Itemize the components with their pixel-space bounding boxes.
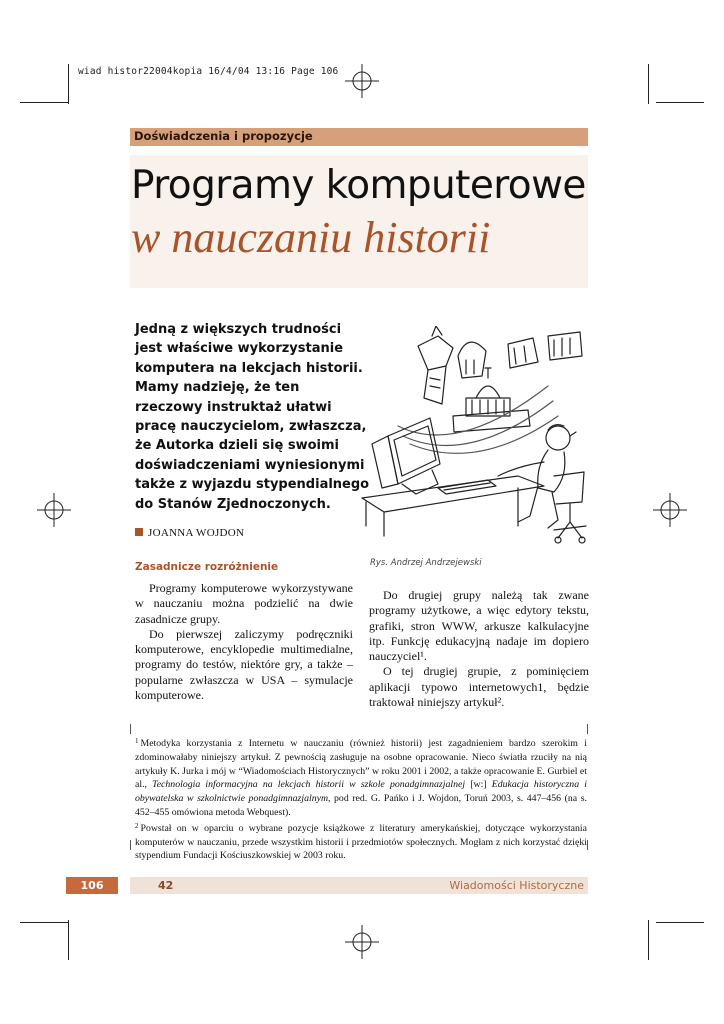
footnote-text: , pod red. G. Pańko i J. Wojdon, Toruń 2003, s. 447–456 (na s. 452–455 omówiona metoda Webquest). — [135, 793, 587, 818]
article-subtitle: w nauczaniu historii — [131, 213, 491, 262]
paragraph: O tej drugiej grupie, z pominięciem aplikacji typowo internetowych1, będzie traktował niniejszy artykuł². — [369, 664, 589, 710]
author-bullet — [135, 528, 143, 536]
journal-name: Wiadomości Historyczne — [449, 879, 584, 892]
author-line — [135, 527, 244, 539]
body-column-right — [369, 588, 589, 710]
section-label: Doświadczenia i propozycje — [134, 129, 313, 143]
footnote-text: Powstał on w oparciu o wybrane pozycje książkowe z literatury amerykańskiej, dotyczące wykorzystania komputerów w nauczaniu, przede wszystkim historii i przedmiotów społecznych. Mogłam z nich korzystać dzięki stypendium Fundacji Kościuszkowskiej w 2003 roku. — [135, 822, 587, 862]
footnote-mark: 1 — [135, 737, 139, 745]
footnote-title: Technologia informacyjna na lekcjach historii w szkole ponadgimnazjalnej — [152, 779, 466, 791]
section-subheading: Zasadnicze rozróżnienie — [135, 561, 279, 573]
article-title: Programy komputerowe — [131, 163, 586, 208]
issue-page-number: 42 — [158, 879, 174, 892]
illustration-caption: Rys. Andrzej Andrzejewski — [370, 558, 482, 568]
paragraph: Do drugiej grupy należą tak zwane programy użytkowe, a więc edytory tekstu, grafiki, stron WWW, arkusze kalkulacyjne itp. Funkcję edukacyjną nadaje im dopiero nauczyciel¹. — [369, 588, 589, 664]
paragraph: Do pierwszej zaliczymy podręczniki komputerowe, encyklopedie multimedialne, programy do testów, niektóre gry, a także – popularne zwłaszcza w USA – symulacje komputerowe. — [135, 626, 353, 703]
footnote-1 — [135, 735, 587, 820]
footnotes — [135, 735, 587, 863]
footnote-title: Edukacja historyczna i obywatelska w szkolnictwie ponadgimnazjalnym — [135, 779, 587, 805]
footnote-text: Metodyka korzystania z Internetu w nauczaniu (również historii) jest zagadnieniem bardzo szerokim i zdominowałaby niniejszy artykuł. Z pewnością zasługuje na osobne opracowanie. Nieco światła rzuciły na nią artykuły K. Jurka i mój w “Wiadomościach Historycznych” w roku 2001 i 2002, a także opracowanie E. Gurbiel et al., — [135, 738, 587, 791]
footnote-text: [w:] — [465, 779, 492, 791]
footnote-mark: 2 — [135, 821, 139, 830]
footnote-2 — [135, 820, 587, 863]
page-number: 106 — [80, 879, 104, 892]
body-column-left — [135, 581, 353, 703]
author-name: JOANNA WOJDON — [148, 527, 245, 539]
print-slug: wiad histor22004kopia 16/4/04 13:16 Page 106 — [78, 66, 339, 77]
paragraph: Programy komputerowe wykorzystywane w nauczaniu można podzielić na dwie zasadnicze grupy. — [135, 581, 353, 626]
lead-paragraph: Jedną z większych trudności jest właściwe wykorzystanie komputera na lekcjach historii. Mamy nadzieję, że ten rzeczowy instruktaż ułatwi pracę nauczycielom, zwłaszcza, że Autorka dzieli się swoimi doświadczeniami wyniesionymi także z wyjazdu stypendialnego do Stanów Zjednoczonych. — [135, 322, 370, 512]
cartoon-illustration — [358, 326, 590, 548]
